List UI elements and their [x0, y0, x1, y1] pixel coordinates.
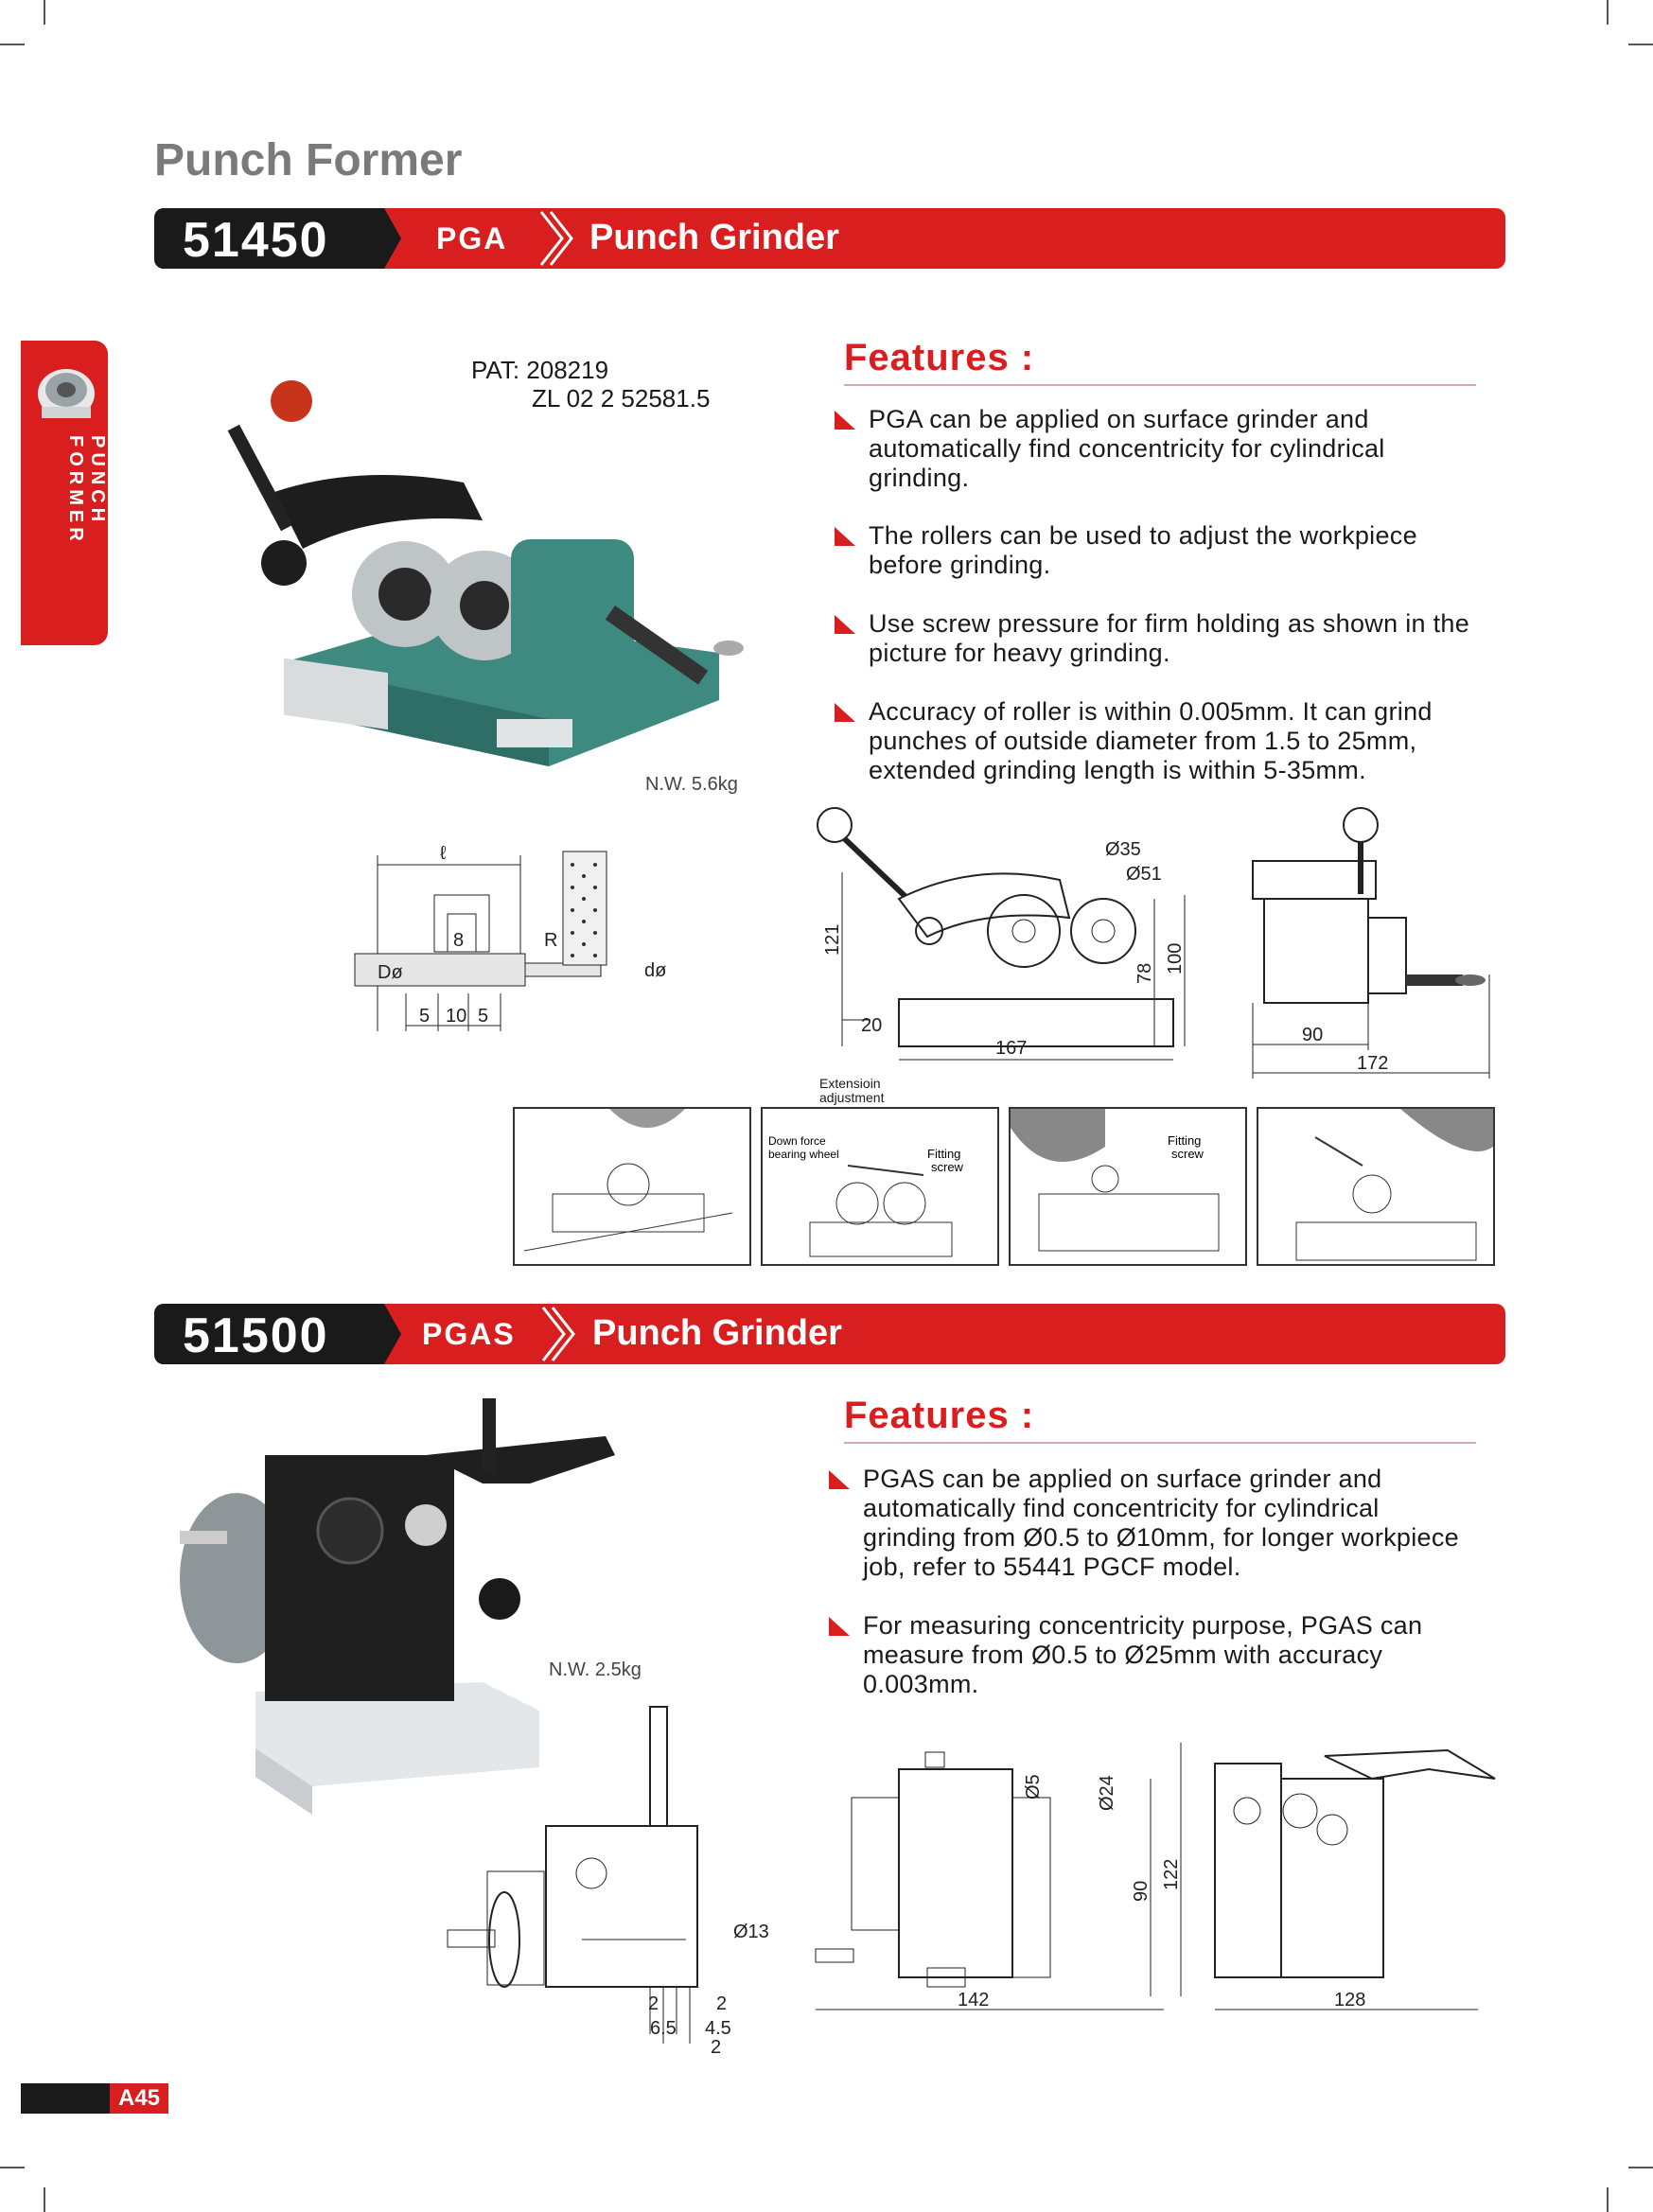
punch-dimension-drawing — [336, 842, 667, 1050]
dim-radius: R — [544, 930, 558, 951]
dim-2: 2 — [716, 1993, 728, 2014]
crop-mark — [1628, 44, 1653, 45]
pga-side-view-drawing — [1240, 804, 1504, 1088]
extension-adjustment-label: Extensioin adjustment — [819, 1076, 885, 1105]
instruction-panel-4 — [1257, 1107, 1495, 1266]
product1-code: 51450 — [183, 213, 329, 268]
dim-4-5: 4.5 — [705, 2018, 731, 2039]
product2-name: Punch Grinder — [592, 1313, 842, 1353]
dim-20: 20 — [861, 1015, 883, 1036]
side-tab — [21, 341, 108, 645]
dim-2: 2 — [711, 2037, 722, 2058]
pgas-side-view-drawing — [1211, 1741, 1504, 2015]
crop-mark — [1628, 2167, 1653, 2168]
instruction-panel-1 — [513, 1107, 751, 1266]
features-divider — [844, 384, 1476, 386]
dim-length: ℓ — [440, 843, 447, 864]
crop-mark — [44, 0, 45, 25]
pgas-front-view-drawing — [814, 1731, 1192, 2015]
product1-model: PGA — [436, 221, 508, 255]
crop-mark — [1607, 0, 1609, 25]
dim-90: 90 — [1302, 1025, 1324, 1045]
dim-128: 128 — [1334, 1990, 1366, 2010]
dim-10: 10 — [446, 1006, 467, 1027]
dim-D: Dø — [378, 962, 403, 983]
dim-d35: Ø35 — [1105, 839, 1141, 860]
chevron-right-icon — [537, 1304, 575, 1364]
dim-d13: Ø13 — [733, 1922, 769, 1942]
pgas-top-view-drawing — [431, 1703, 790, 2063]
dim-167: 167 — [995, 1038, 1028, 1059]
product1-net-weight: N.W. 5.6kg — [645, 774, 738, 795]
product1-feature: Use screw pressure for firm holding as shown in the picture for heavy grinding. — [869, 609, 1474, 668]
dim-100: 100 — [1165, 942, 1186, 974]
product1-features-heading: Features : — [844, 337, 1035, 378]
instruction-panel-2 — [761, 1107, 999, 1266]
product2-features-heading: Features : — [844, 1395, 1035, 1436]
product2-feature: PGAS can be applied on surface grinder and automatically find concentricity for cylindrical grinding from Ø0.5 to Ø10mm, for longer workpiece job, refer to 55441 PGCF model. — [863, 1465, 1478, 1582]
dim-78: 78 — [1134, 962, 1155, 984]
dim-5: 5 — [419, 1006, 431, 1027]
dim-d51: Ø51 — [1126, 864, 1162, 885]
dim-172: 172 — [1357, 1053, 1389, 1074]
dim-d5: Ø5 — [1023, 1774, 1044, 1799]
dim-90: 90 — [1131, 1880, 1152, 1902]
crop-mark — [0, 2167, 25, 2168]
fitting-screw-label: screw — [1171, 1147, 1204, 1161]
dim-6-5: 6.5 — [650, 2018, 677, 2039]
product2-feature: For measuring concentricity purpose, PGAS can measure from Ø0.5 to Ø25mm with accuracy 0.003mm. — [863, 1611, 1478, 1699]
patent-number-cn: ZL 02 2 52581.5 — [532, 384, 711, 413]
product1-feature: The rollers can be used to adjust the workpiece before grinding. — [869, 521, 1474, 580]
dim-8: 8 — [453, 930, 465, 951]
down-force-label: bearing wheel — [768, 1148, 839, 1161]
page-number: A45 — [110, 2083, 168, 2114]
product1-name: Punch Grinder — [589, 218, 839, 257]
features-divider — [844, 1442, 1476, 1444]
product1-header-band — [154, 208, 1505, 269]
pga-punch-grinder-photo — [246, 369, 757, 776]
dim-2: 2 — [648, 1993, 659, 2014]
pga-front-view-drawing — [814, 804, 1192, 1088]
chevron-right-icon — [536, 208, 573, 269]
dim-d: dø — [644, 960, 667, 981]
dim-122: 122 — [1161, 1858, 1182, 1890]
product2-model: PGAS — [422, 1317, 516, 1351]
product2-net-weight: N.W. 2.5kg — [549, 1659, 642, 1680]
fitting-screw-label: Fitting — [927, 1147, 961, 1161]
side-tab-label: PUNCH FORMER — [65, 435, 108, 546]
footer-bar — [21, 2083, 110, 2114]
fitting-screw-label: Fitting — [1168, 1133, 1202, 1148]
instruction-panel-3 — [1009, 1107, 1247, 1266]
page-title: Punch Former — [154, 135, 463, 185]
punch-former-thumbnail-icon — [28, 352, 104, 428]
crop-mark — [0, 44, 25, 45]
crop-mark — [44, 2187, 45, 2212]
dim-121: 121 — [822, 923, 843, 956]
crop-mark — [1607, 2187, 1609, 2212]
product2-header-band — [154, 1304, 1505, 1364]
down-force-label: Down force — [768, 1134, 826, 1148]
product1-feature: Accuracy of roller is within 0.005mm. It can grind punches of outside diameter from 1.5 to 25mm, extended grinding length is within 5-35mm. — [869, 697, 1493, 785]
product2-code: 51500 — [183, 1308, 329, 1363]
dim-d24: Ø24 — [1097, 1775, 1117, 1811]
fitting-screw-label: screw — [931, 1160, 963, 1174]
dim-5: 5 — [478, 1006, 489, 1027]
dim-142: 142 — [958, 1990, 990, 2010]
product1-feature: PGA can be applied on surface grinder and automatically find concentricity for cylindrical grinding. — [869, 405, 1474, 493]
patent-number: PAT: 208219 — [471, 356, 609, 384]
